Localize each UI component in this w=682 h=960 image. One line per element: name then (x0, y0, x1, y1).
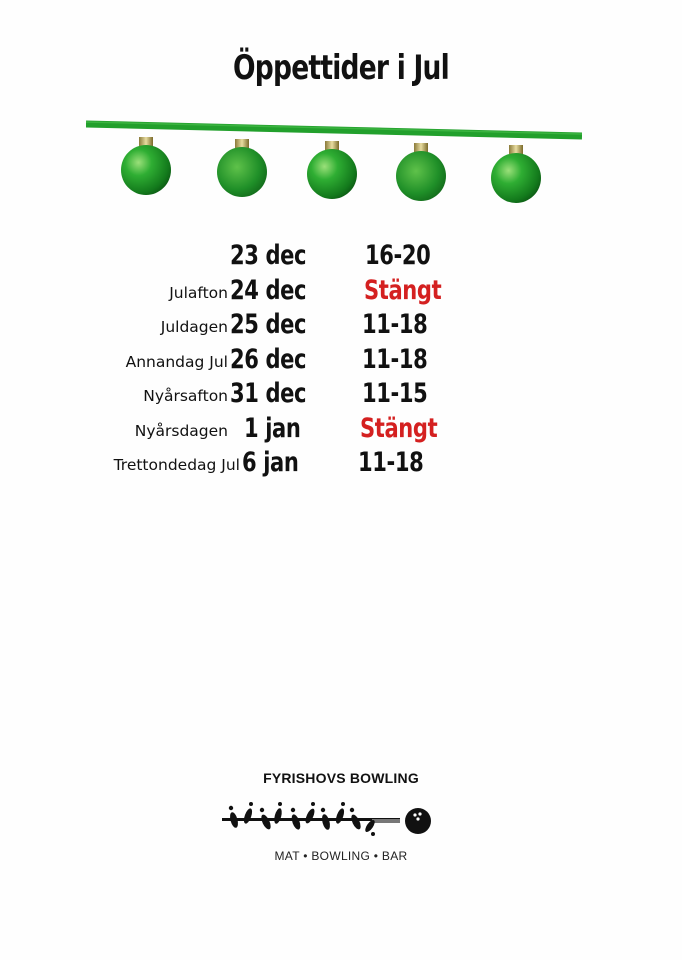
schedule-row (0, 375, 682, 409)
day-hours: 11-15 (362, 378, 428, 409)
schedule-row (0, 272, 682, 306)
schedule-row (0, 341, 682, 375)
day-name: Nyårsafton (143, 387, 228, 405)
day-date: 6 jan (242, 447, 299, 478)
logo-name: FYRISHOVS BOWLING (263, 770, 419, 786)
ornament-5 (491, 145, 541, 203)
day-name: Trettondedag Jul (113, 456, 240, 474)
day-hours: 11-18 (362, 309, 428, 340)
day-name: Nyårsdagen (134, 422, 228, 440)
schedule-row (0, 237, 682, 271)
christmas-ornaments-garland-icon (86, 115, 582, 210)
day-hours: 11-18 (362, 344, 428, 375)
day-date: 1 jan (244, 413, 301, 444)
day-date: 23 dec (230, 240, 307, 271)
day-hours: Stängt (364, 275, 442, 306)
schedule-row (0, 306, 682, 340)
day-name: Juldagen (160, 318, 228, 336)
logo-tagline: MAT • BOWLING • BAR (274, 849, 408, 863)
day-date: 31 dec (230, 378, 307, 409)
day-name: Annandag Jul (125, 353, 228, 371)
day-date: 26 dec (230, 344, 307, 375)
day-name: Julafton (169, 284, 228, 302)
day-hours: Stängt (360, 413, 438, 444)
day-hours: 11-18 (358, 447, 424, 478)
bowling-pins-and-ball-icon (222, 800, 438, 842)
day-hours: 16-20 (365, 240, 431, 271)
day-date: 25 dec (230, 309, 307, 340)
schedule-row (0, 444, 682, 478)
ornament-1 (121, 137, 171, 195)
ornament-3 (307, 141, 357, 199)
ornament-4 (396, 143, 446, 201)
ornament-2 (217, 139, 267, 197)
day-date: 24 dec (230, 275, 307, 306)
page-title: Öppettider i Jul (233, 48, 449, 88)
schedule-row (0, 410, 682, 444)
